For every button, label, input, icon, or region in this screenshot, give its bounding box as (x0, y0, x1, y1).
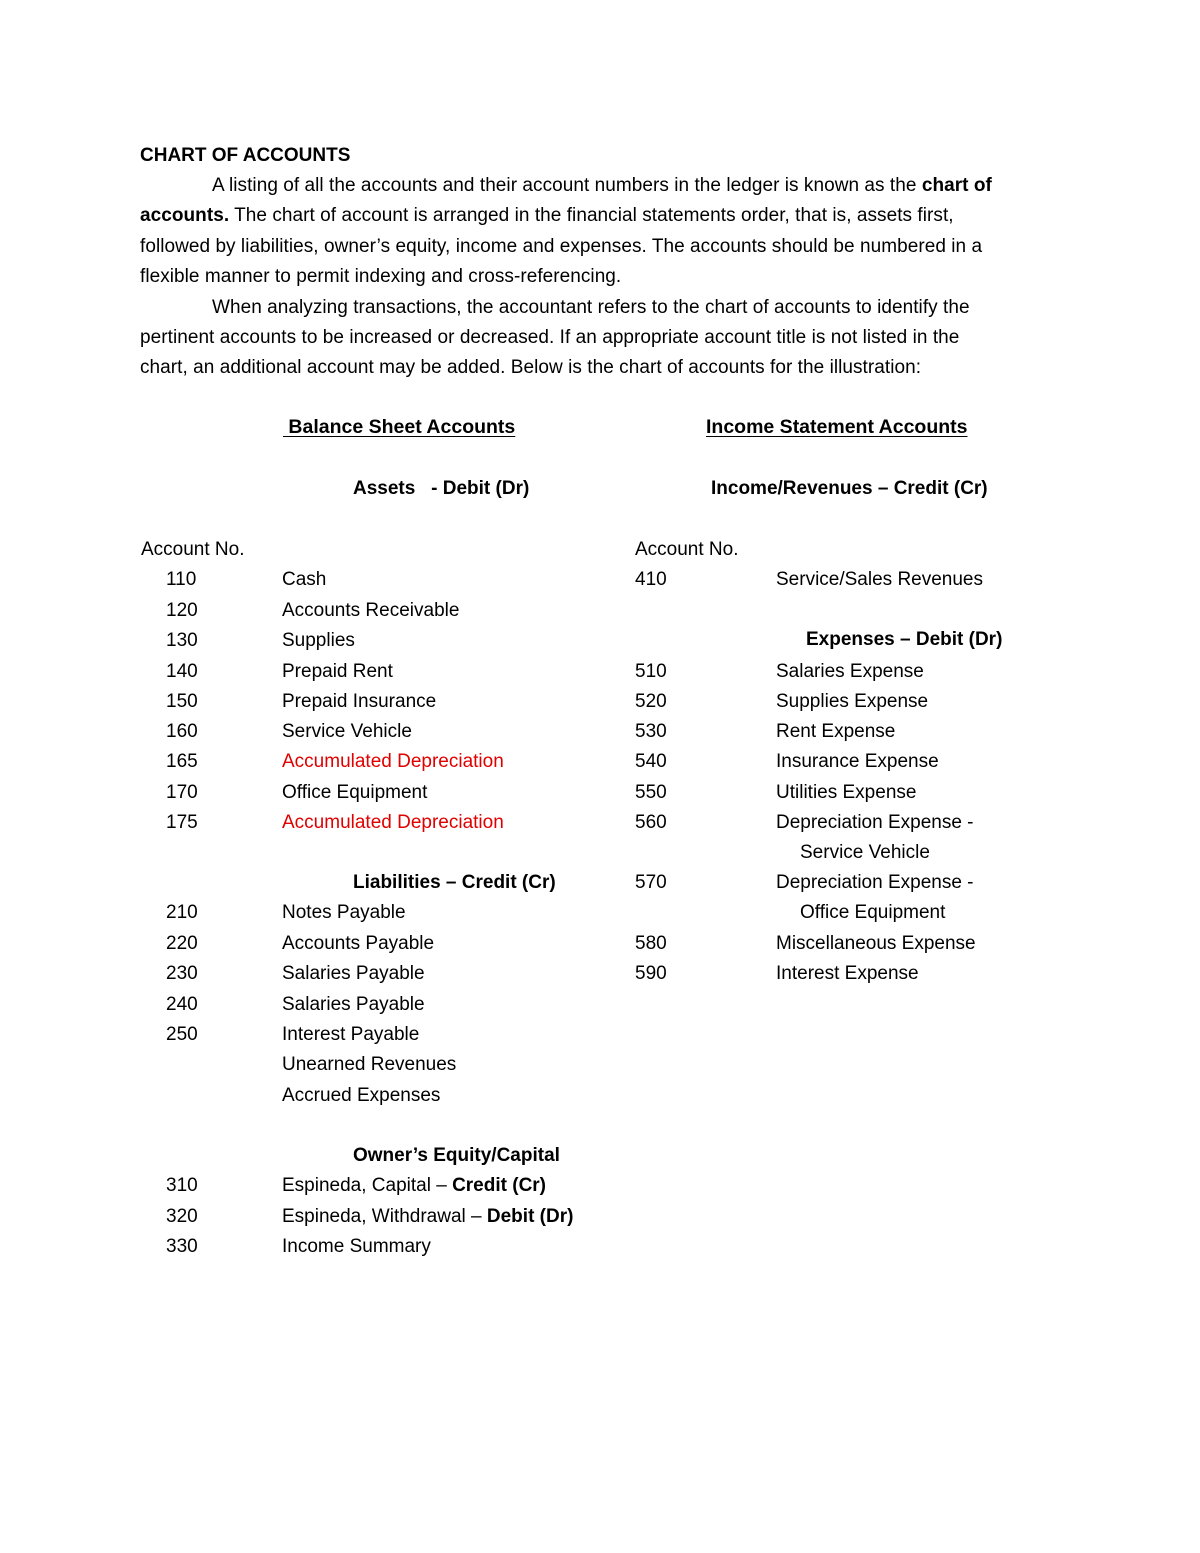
contra-account-title: Accumulated Depreciation (282, 751, 504, 772)
account-number: 160 (166, 721, 198, 742)
account-number: 520 (635, 691, 667, 712)
intro-line: pertinent accounts to be increased or decreased. If an appropriate account title is not listed in the (140, 327, 960, 348)
equity-heading: Owner’s Equity/Capital (353, 1145, 560, 1166)
account-title: Salaries Payable (282, 963, 425, 984)
page-title: CHART OF ACCOUNTS (140, 145, 351, 166)
account-number: 540 (635, 751, 667, 772)
account-number: 410 (635, 569, 667, 590)
account-number: 150 (166, 691, 198, 712)
account-number: 590 (635, 963, 667, 984)
account-title: Office Equipment (282, 782, 428, 803)
account-number: 330 (166, 1236, 198, 1257)
liabilities-heading: Liabilities – Credit (Cr) (353, 872, 556, 893)
account-title: Unearned Revenues (282, 1054, 457, 1075)
account-title (282, 1207, 573, 1226)
account-title: Interest Payable (282, 1024, 420, 1045)
account-title: Income Summary (282, 1236, 431, 1257)
account-title: Insurance Expense (776, 751, 939, 772)
normal-balance: Credit (Cr) (452, 1175, 547, 1196)
account-number: 170 (166, 782, 198, 803)
account-no-label: Account No. (635, 539, 739, 560)
intro-line: followed by liabilities, owner’s equity, income and expenses. The accounts should be numbered in a (140, 236, 983, 257)
account-title: Prepaid Rent (282, 661, 393, 682)
income-statement-heading: Income Statement Accounts (706, 416, 968, 438)
account-title: Accounts Payable (282, 933, 435, 954)
account-number: 210 (166, 902, 198, 923)
intro-line: When analyzing transactions, the accountant refers to the chart of accounts to identify the (212, 297, 970, 318)
account-number: 130 (166, 630, 198, 651)
account-number: 530 (635, 721, 667, 742)
account-number: 175 (166, 812, 198, 833)
account-title-continuation: Service Vehicle (800, 842, 930, 863)
account-title: Utilities Expense (776, 782, 917, 803)
account-title: Notes Payable (282, 902, 406, 923)
account-title (282, 1176, 546, 1195)
intro-line (212, 176, 992, 195)
account-number: 310 (166, 1175, 198, 1196)
account-no-label: Account No. (141, 539, 245, 560)
income-heading: Income/Revenues – Credit (Cr) (711, 478, 988, 499)
account-title: Salaries Payable (282, 994, 425, 1015)
account-title-text: Espineda, Capital – (282, 1175, 453, 1196)
account-title: Accrued Expenses (282, 1085, 441, 1106)
account-title: Accounts Receivable (282, 600, 460, 621)
account-title: Rent Expense (776, 721, 896, 742)
account-title: Prepaid Insurance (282, 691, 437, 712)
account-title: Supplies (282, 630, 355, 651)
account-title-continuation: Office Equipment (800, 902, 946, 923)
account-title: Service/Sales Revenues (776, 569, 983, 590)
account-title: Miscellaneous Expense (776, 933, 976, 954)
account-number: 220 (166, 933, 198, 954)
account-number: 510 (635, 661, 667, 682)
contra-account-title: Accumulated Depreciation (282, 812, 504, 833)
account-number: 140 (166, 661, 198, 682)
account-number: 550 (635, 782, 667, 803)
account-title: Service Vehicle (282, 721, 412, 742)
account-number: 250 (166, 1024, 198, 1045)
intro-text: The chart of account is arranged in the financial statements order, that is, assets first, (229, 205, 954, 226)
account-number: 240 (166, 994, 198, 1015)
account-number: 560 (635, 812, 667, 833)
account-title-text: Espineda, Withdrawal – (282, 1206, 487, 1227)
balance-sheet-heading: Balance Sheet Accounts (283, 416, 516, 438)
assets-heading: Assets - Debit (Dr) (353, 478, 530, 499)
account-number: 110 (166, 569, 197, 590)
account-number: 570 (635, 872, 667, 893)
account-title: Depreciation Expense - (776, 872, 974, 893)
account-number: 320 (166, 1206, 198, 1227)
normal-balance: Debit (Dr) (486, 1206, 574, 1227)
account-number: 580 (635, 933, 667, 954)
intro-emphasis: chart of (921, 175, 992, 196)
account-number: 120 (166, 600, 198, 621)
intro-line (140, 206, 954, 225)
account-title: Cash (282, 569, 327, 590)
account-number: 165 (166, 751, 198, 772)
account-number: 230 (166, 963, 198, 984)
account-title: Salaries Expense (776, 661, 924, 682)
account-title: Interest Expense (776, 963, 919, 984)
expenses-heading: Expenses – Debit (Dr) (806, 629, 1003, 650)
intro-line: flexible manner to permit indexing and cross-referencing. (140, 266, 622, 287)
account-title: Supplies Expense (776, 691, 929, 712)
account-title: Depreciation Expense - (776, 812, 974, 833)
intro-text: A listing of all the accounts and their account numbers in the ledger is known as the (212, 175, 922, 196)
intro-line: chart, an additional account may be added. Below is the chart of accounts for the illustration: (140, 357, 922, 378)
intro-emphasis: accounts. (140, 205, 230, 226)
